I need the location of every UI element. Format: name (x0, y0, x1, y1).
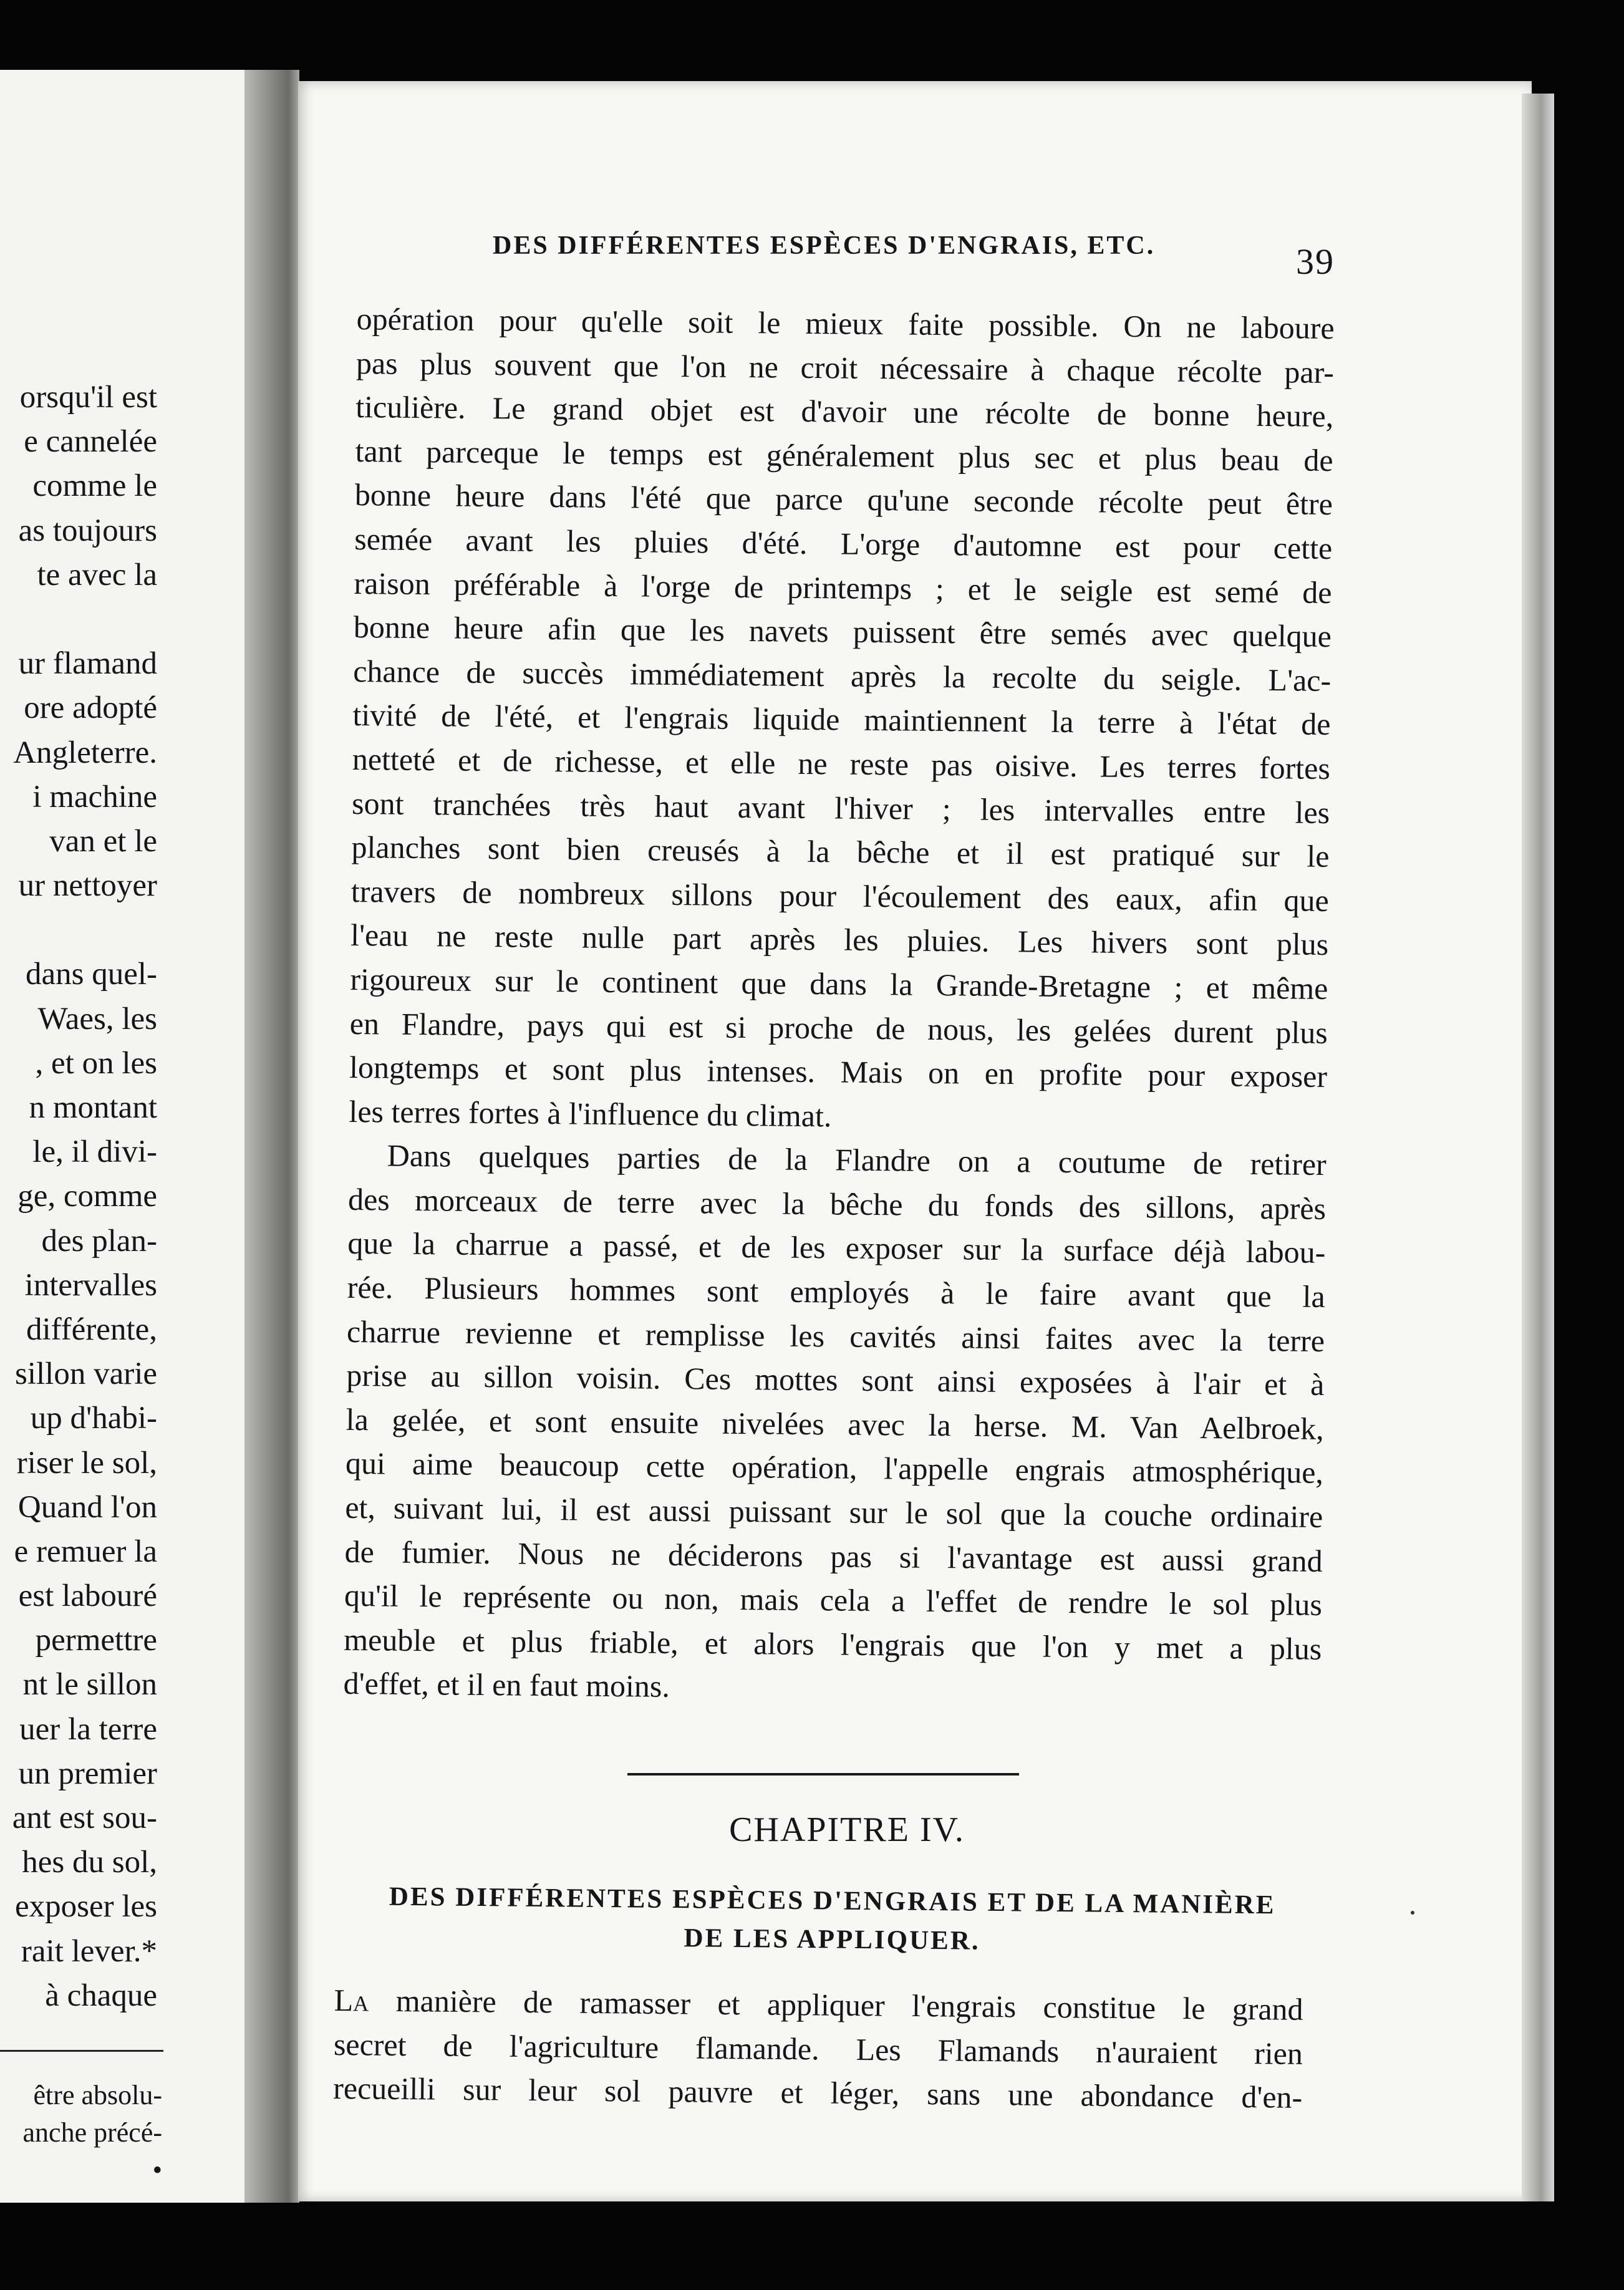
left-page (0, 70, 262, 2203)
text-line: qui aime beaucoup cette opération, l'appelle engrais atmosphérique, (345, 1446, 1324, 1490)
text-line: tivité de l'été, et l'engrais liquide maintiennent la terre à l'état de (352, 697, 1331, 742)
text-line: permettre (35, 1623, 157, 1658)
text-line: i machine (32, 779, 157, 814)
text-line: sillon varie (14, 1356, 157, 1392)
text-line: sont tranchées très haut avant l'hiver ; les intervalles entre les (351, 785, 1330, 830)
text-line: Dans quelques parties de la Flandre on a coutume de retirer (387, 1138, 1327, 1182)
text-line: recueilli sur leur sol pauvre et léger, sans une abondance d'en- (333, 2070, 1303, 2115)
text-line: les terres fortes à l'influence du climat. (349, 1093, 832, 1134)
text-line: e cannelée (24, 424, 157, 460)
text-line: Waes, les (37, 1001, 157, 1036)
text-line: orsqu'il est (19, 380, 157, 415)
text-line: secret de l'agriculture flamande. Les Flamands n'auraient rien (333, 2026, 1303, 2071)
text-line: d'effet, et il en faut moins. (343, 1666, 670, 1704)
text-line: ur flamand (18, 646, 157, 682)
text-line: bonne heure afin que les navets puissent être semés avec quelque (353, 609, 1332, 654)
page-edge (1522, 94, 1554, 2201)
running-header: DES DIFFÉRENTES ESPÈCES D'ENGRAIS, ETC. (493, 231, 1156, 260)
text-line: e remuer la (14, 1534, 157, 1569)
text-line: le, il divi- (32, 1134, 157, 1170)
chapter-subtitle (344, 1877, 1321, 1964)
text-line: van et le (49, 823, 157, 859)
paragraph-gap (0, 597, 157, 642)
text-line: rée. Plusieurs hommes sont employés à le faire avant que la (347, 1269, 1325, 1315)
text-line: semée avant les pluies d'été. L'orge d'automne est pour cette (354, 521, 1333, 566)
text-line: chance de succès immédiatement après la recolte du seigle. L'ac- (352, 653, 1332, 698)
text-line: Angleterre. (13, 735, 157, 770)
text-line: intervalles (24, 1267, 157, 1303)
paragraph-gap (0, 908, 157, 952)
text-line: différente, (26, 1312, 157, 1347)
text-line: travers de nombreux sillons pour l'écoulement des eaux, afin que (350, 873, 1330, 918)
paper-speck (1411, 1911, 1414, 1915)
text-line: en Flandre, pays qui est si proche de nous, les gelées durent plus (349, 1005, 1328, 1050)
text-line: as toujours (18, 513, 157, 548)
line-rest: manière de ramasser et appliquer l'engrais constitue le grand (369, 1983, 1303, 2027)
text-line: rigoureux sur le continent que dans la Grande-Bretagne ; et même (350, 961, 1328, 1006)
text-line: ant est sou- (12, 1800, 157, 1835)
text-line: n montant (29, 1090, 157, 1125)
text-line: longtemps et sont plus intenses. Mais on en profite pour exposer (349, 1050, 1328, 1094)
text-line: uer la terre (19, 1711, 157, 1747)
text-line: pas plus souvent que l'on ne croit nécessaire à chaque récolte par- (355, 345, 1335, 390)
opening-word: La (334, 1982, 369, 2018)
text-line: des plan- (41, 1223, 157, 1259)
text-line: la gelée, et sont ensuite nivelées avec la herse. M. Van Aelbroek, (346, 1401, 1324, 1446)
text-line: ticulière. Le grand objet est d'avoir une récolte de bonne heure, (355, 389, 1334, 434)
text-line: nt le sillon (22, 1667, 157, 1703)
text-line: up d'habi- (30, 1401, 157, 1436)
text-line: de fumier. Nous ne déciderons pas si l'avantage est aussi grand (344, 1534, 1323, 1578)
text-line: meuble et plus friable, et alors l'engrais que l'on y met a plus (344, 1621, 1322, 1666)
chapter-text (333, 1978, 1303, 2120)
section-divider (627, 1773, 1019, 1775)
text-line: que la charrue a passé, et de les exposer sur la surface déjà labou- (347, 1225, 1326, 1270)
text-line: qu'il le représente ou non, mais cela a l'effet de rendre le sol plus (344, 1578, 1323, 1623)
subtitle-line: DE LES APPLIQUER. (684, 1923, 980, 1956)
footnote-divider (0, 2050, 163, 2052)
text-line: l'eau ne reste nulle part après les pluies. Les hivers sont plus (350, 917, 1329, 962)
text-line: riser le sol, (16, 1445, 157, 1481)
text-line: dans quel- (25, 957, 157, 992)
text-line: , et on les (35, 1045, 157, 1081)
text-line: un premier (18, 1756, 157, 1791)
main-text (343, 297, 1335, 1715)
chapter-title: CHAPITRE IV. (729, 1810, 965, 1849)
text-line: rait lever.* (21, 1933, 157, 1969)
text-line: ge, comme (17, 1179, 157, 1214)
text-line: et, suivant lui, il est aussi puissant sur le sol que la couche ordinaire (345, 1489, 1323, 1534)
text-line: est labouré (18, 1578, 157, 1614)
text-line: Quand l'on (17, 1489, 157, 1525)
text-line: des morceaux de terre avec la bêche du fonds des sillons, après (347, 1181, 1327, 1226)
footnote-line: anche précé- (22, 2117, 162, 2148)
text-line: prise au sillon voisin. Ces mottes sont ainsi exposées à l'air et à (346, 1358, 1325, 1403)
text-line: bonne heure dans l'été que parce qu'une seconde récolte peut être (354, 477, 1333, 522)
text-line: planches sont bien creusés à la bêche et il est pratiqué sur le (351, 829, 1330, 874)
text-line: charrue revienne et remplisse les cavités ainsi faites avec la terre (346, 1313, 1325, 1358)
text-line: à chaque (45, 1978, 157, 2013)
text-line: exposer les (14, 1889, 157, 1925)
text-line: hes du sol, (22, 1845, 157, 1880)
left-footnote (0, 2077, 162, 2189)
footnote-line: être absolu- (33, 2080, 162, 2110)
left-page-text (0, 375, 157, 2018)
text-line: opération pour qu'elle soit le mieux faite possible. On ne laboure (356, 301, 1335, 346)
text-line: tant parceque le temps est généralement plus sec et plus beau de (355, 433, 1333, 478)
text-line: comme le (32, 468, 157, 504)
footnote-line: • (152, 2155, 162, 2185)
text-line: ore adopté (24, 690, 157, 726)
text-line: ur nettoyer (18, 868, 157, 904)
book-gutter (244, 70, 299, 2203)
page-number: 39 (1296, 241, 1335, 282)
text-line: netteté et de richesse, et elle ne reste pas oisive. Les terres fortes (352, 741, 1331, 786)
text-line: raison préférable à l'orge de printemps ; et le seigle est semé de (354, 565, 1332, 610)
subtitle-line: DES DIFFÉRENTES ESPÈCES D'ENGRAIS ET DE LA MANIÈRE (389, 1882, 1276, 1920)
text-line: te avec la (37, 557, 157, 592)
